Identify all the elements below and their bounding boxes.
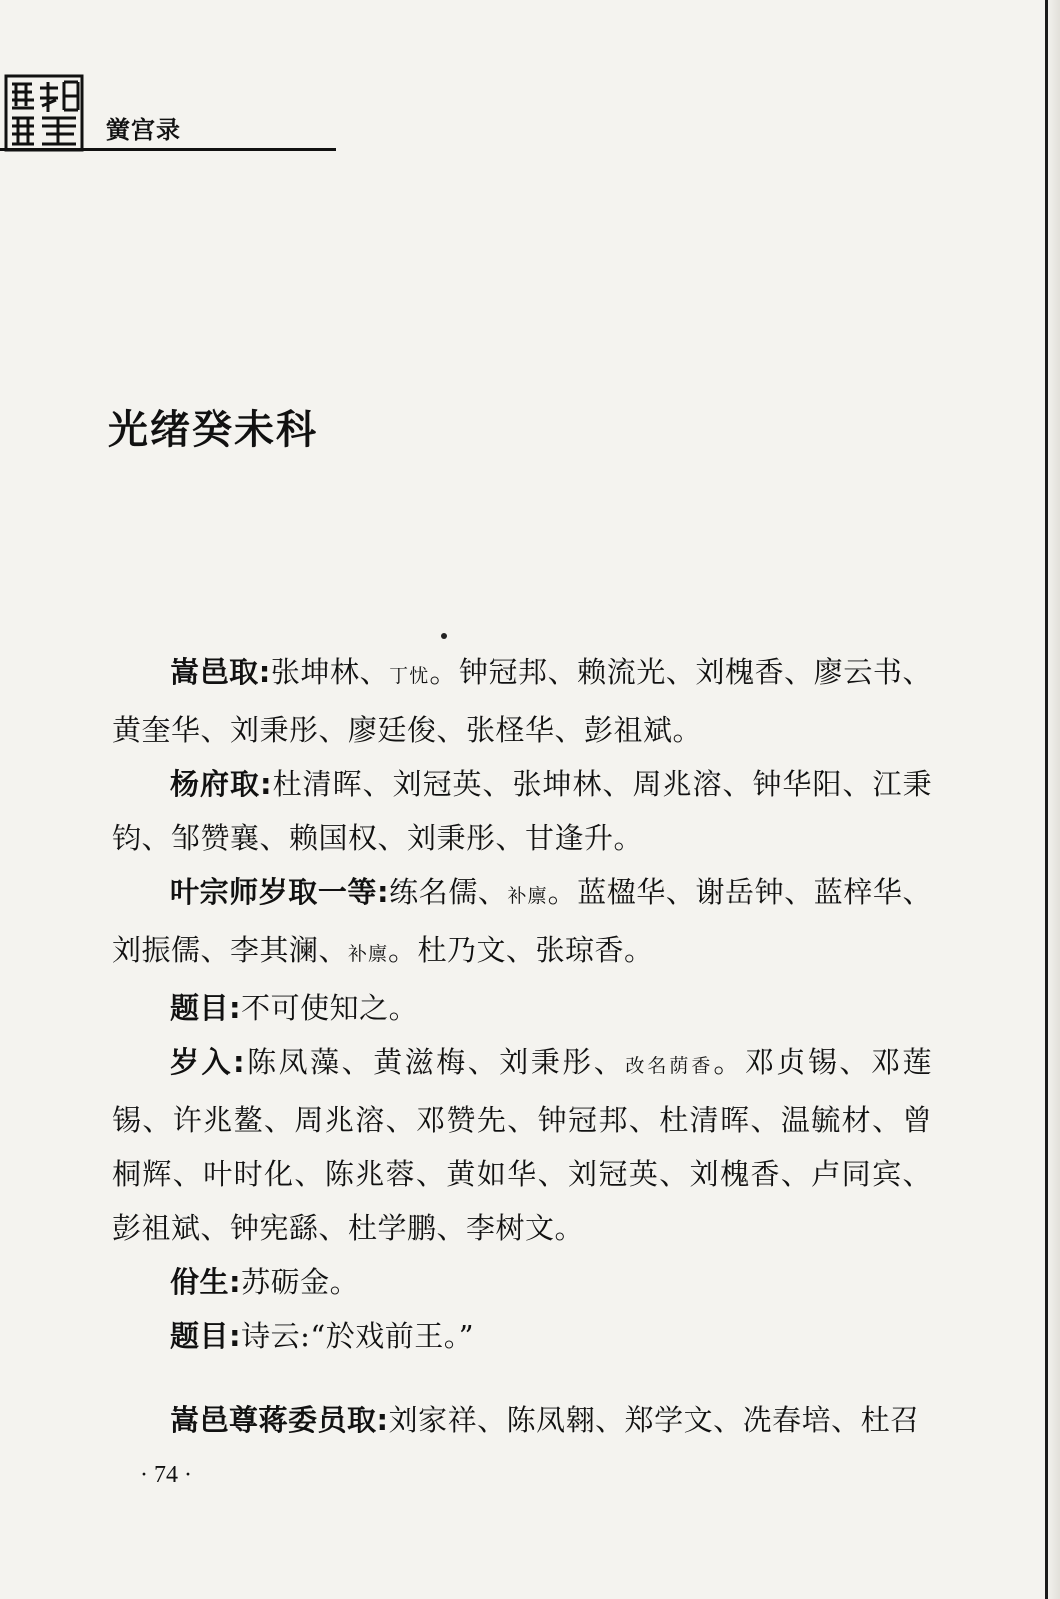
book-title: 黉宫录 [106, 116, 181, 144]
paragraph-label: 题目: [170, 1319, 242, 1353]
paragraph-text: 诗云:“於戏前王。” [241, 1319, 475, 1353]
paragraph-text: 刘家祥、陈凤翱、郑学文、冼春培、杜召 [388, 1403, 920, 1437]
paragraph-text: 杜清晖、刘冠英、张坤林、周兆溶、钟华阳、江秉钧、邹赞襄、赖国权、刘秉彤、甘逢升。 [112, 767, 932, 855]
page-edge-line [1045, 0, 1048, 1599]
body-text [112, 645, 932, 1447]
paragraph-text: 。邓贞锡、邓莲锡、许兆鳌、周兆溶、邓赞先、钟冠邦、杜清晖、温毓材、曾桐辉、叶时化、陈兆蓉、黄如华、刘冠英、刘槐香、卢同宾、彭祖斌、钟宪繇、杜学鹏、李树文。 [112, 1045, 932, 1245]
paragraph [112, 1393, 932, 1447]
paragraph-label: 佾生: [170, 1265, 242, 1299]
running-header [0, 70, 340, 155]
page-edge [1046, 0, 1060, 1599]
paragraph [112, 757, 932, 865]
paragraph-label: 叶宗师岁取一等: [170, 875, 390, 909]
paragraph [112, 865, 932, 981]
header-rule [0, 148, 336, 151]
paragraph-text: 不可使知之。 [241, 991, 419, 1025]
paragraph-text: 苏砺金。 [241, 1265, 360, 1299]
paragraph-text: 。蓝楹华、谢岳钟、蓝梓华、刘振儒、李其澜、 [112, 875, 932, 967]
paragraph-text: 。杜乃文、张琼香。 [388, 933, 654, 967]
paragraph [112, 1309, 932, 1363]
paragraph-text: 练名儒、 [389, 875, 508, 909]
paragraph-text: 张坤林、 [270, 655, 390, 689]
paragraph-label: 嵩邑取: [170, 655, 271, 689]
paragraph-label: 题目: [170, 991, 242, 1025]
chapter-title: 光绪癸未科 [108, 406, 318, 453]
paragraph-text: 陈凤藻、黄滋梅、刘秉彤、 [245, 1045, 626, 1079]
paragraph [112, 645, 932, 757]
inline-note: 丁忧 [389, 665, 430, 687]
paragraph [112, 1255, 932, 1309]
paragraph [112, 1035, 932, 1255]
seal-logo-icon [4, 74, 84, 152]
paragraph [112, 981, 932, 1035]
inline-note: 补廪 [348, 943, 389, 965]
inline-note: 改名荫香 [625, 1055, 714, 1077]
paragraph-label: 岁入: [170, 1045, 246, 1079]
paragraph-label: 杨府取: [170, 767, 273, 801]
page-number: · 74 · [140, 1462, 192, 1488]
inline-note: 补廪 [507, 885, 548, 907]
paragraph-text: 。钟冠邦、赖流光、刘槐香、廖云书、黄奎华、刘秉彤、廖廷俊、张柽华、彭祖斌。 [112, 655, 932, 747]
paragraph-label: 嵩邑尊蒋委员取: [170, 1403, 389, 1437]
dot-mark [441, 633, 447, 639]
